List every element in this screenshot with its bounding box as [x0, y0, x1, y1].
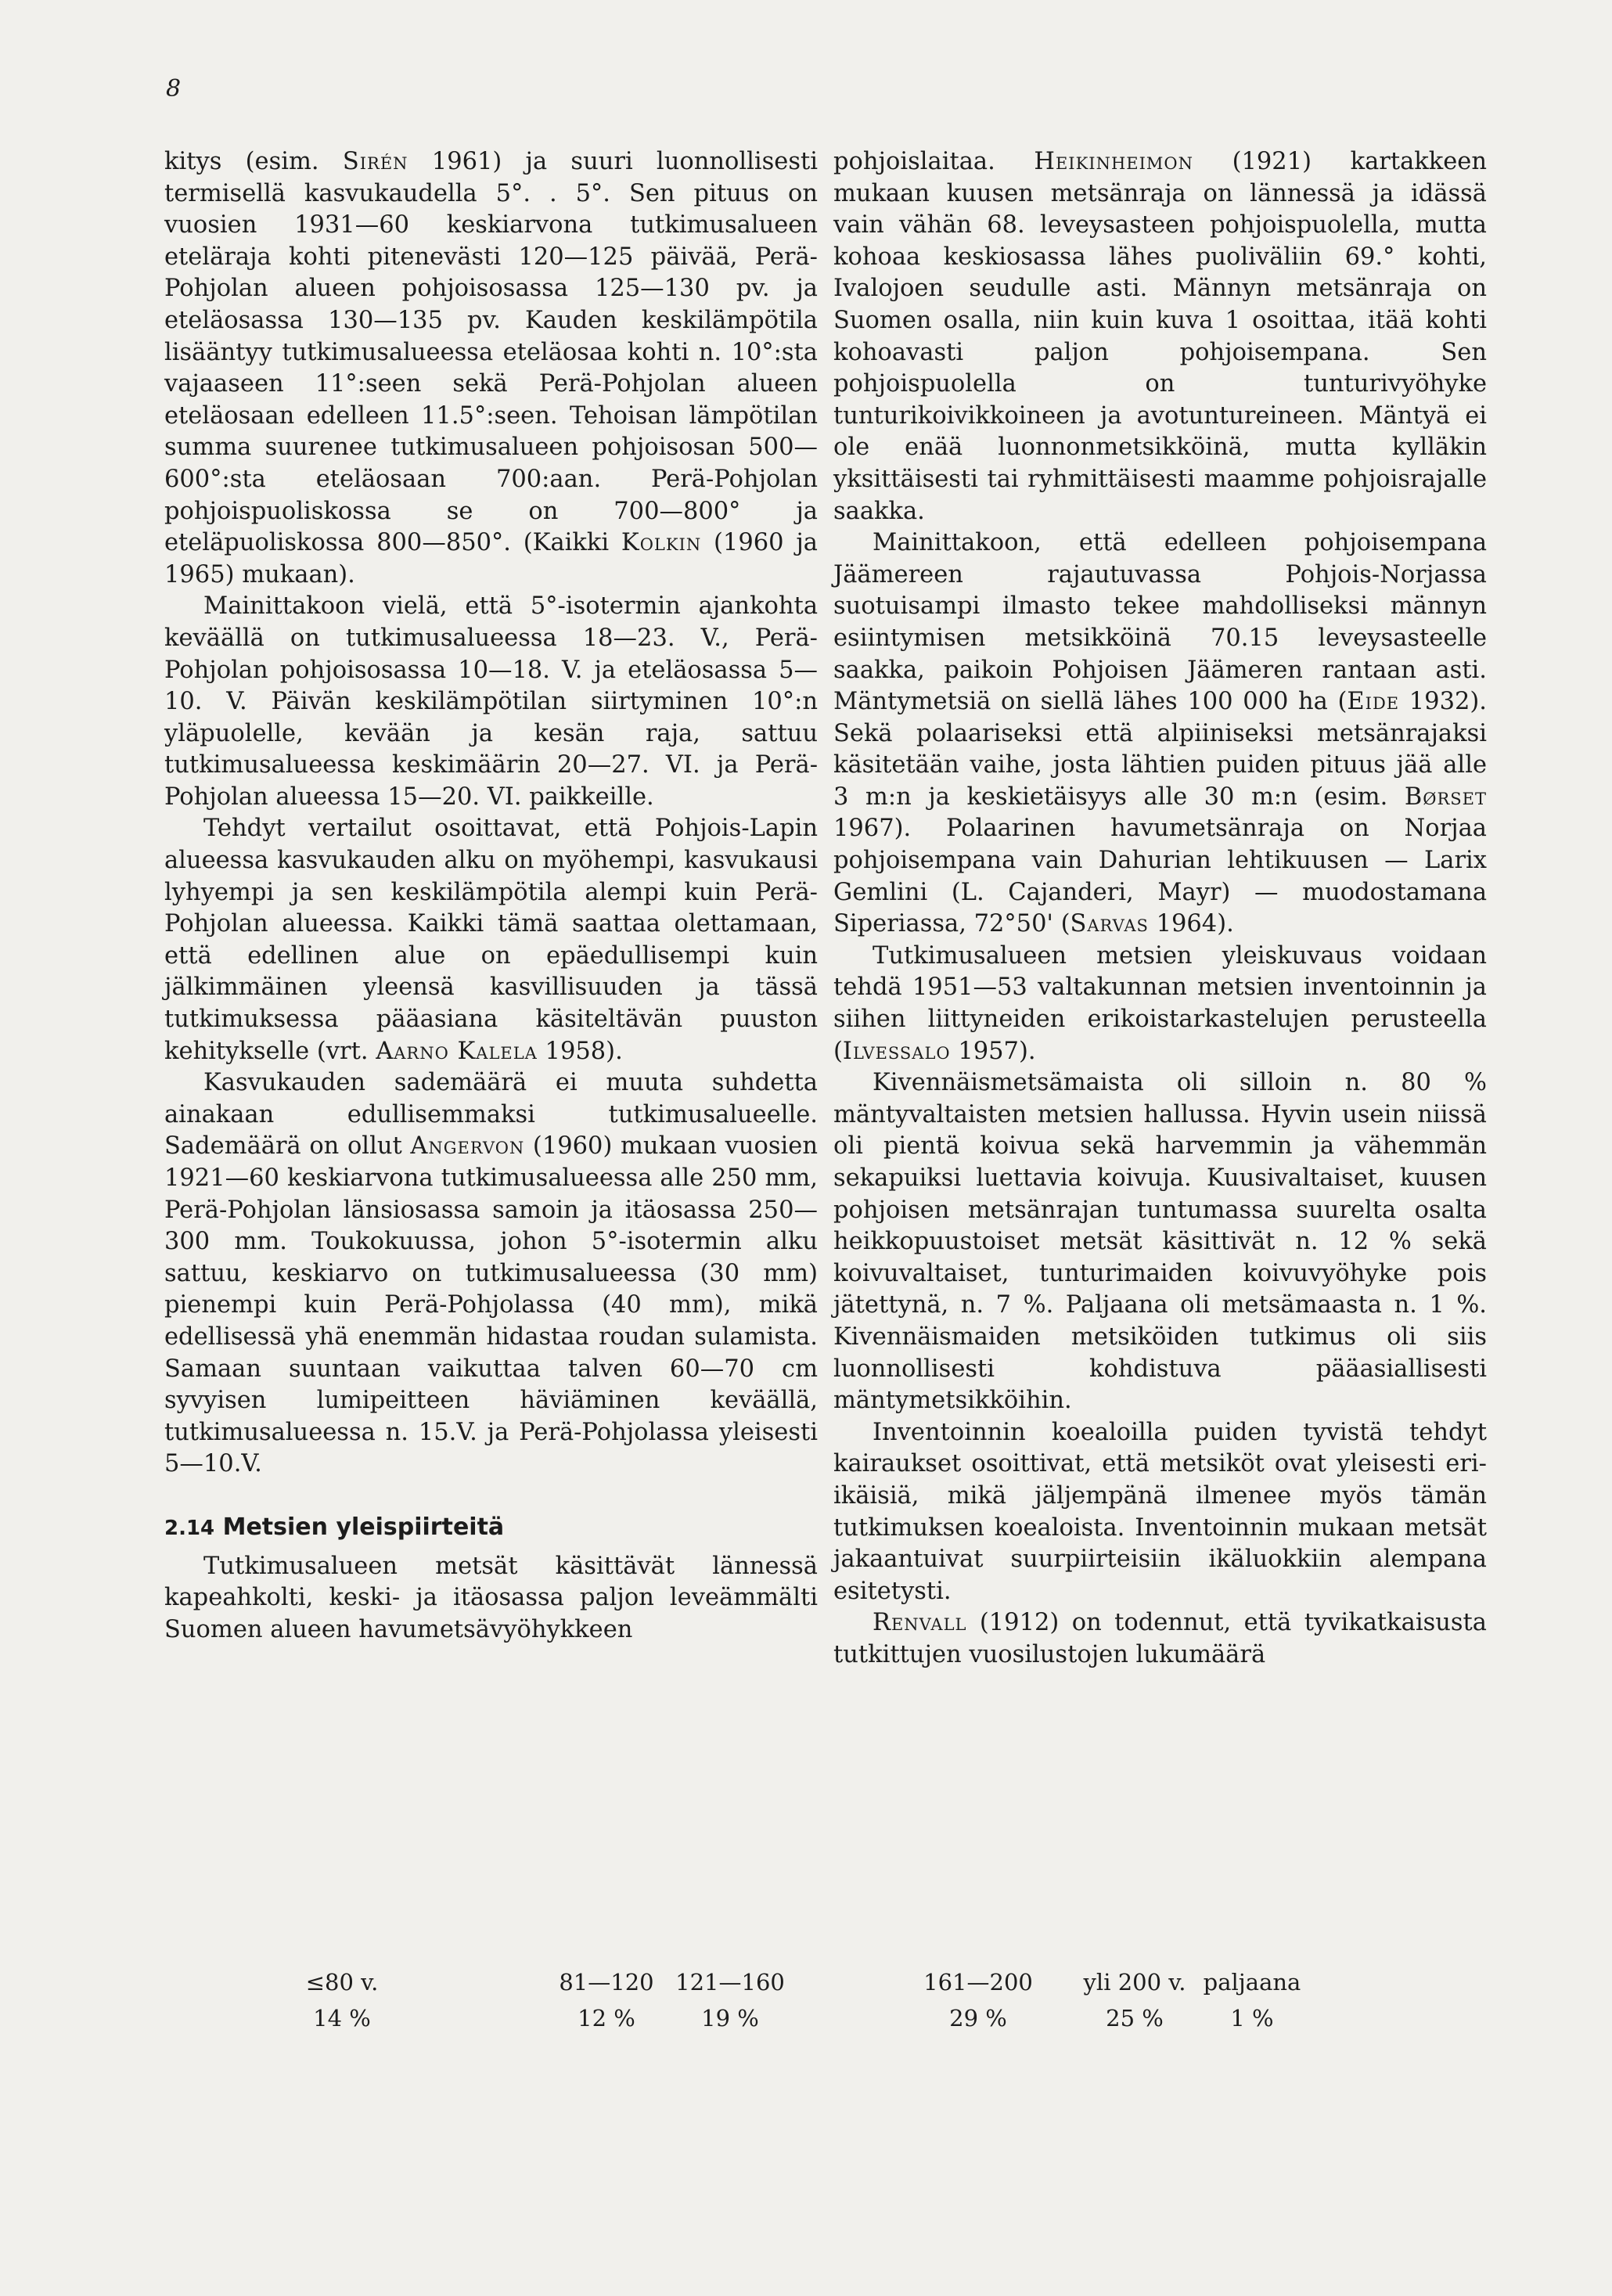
author-name: Kolkin [621, 529, 702, 557]
paragraph [164, 146, 818, 591]
age-share: 19 % [701, 2005, 759, 2031]
text-run: (1960 ja 1965) mukaan). [164, 529, 818, 588]
author-name: Aarno Kalela [376, 1037, 538, 1065]
author-name: Angervon [410, 1132, 525, 1161]
paragraph: Tutkimusalueen metsät käsittävät lännessä kapeahkolti, keski- ja itäosassa paljon leveämmälti Suomen alueen havumetsävyöhykkeen [164, 1552, 818, 1643]
author-name: Børset [1404, 783, 1487, 811]
paragraph [164, 1067, 818, 1481]
author-name: Renvall [873, 1609, 967, 1637]
section-heading [164, 1512, 818, 1545]
text-run: 1957). [950, 1037, 1036, 1065]
text-run: Mainittakoon vielä, että 5°-isotermin ajankohta keväällä on tutkimusalueessa 18—23. V., Perä-Pohjolan pohjoisosassa 10—18. V. ja eteläosassa 5—10. V. Päivän keskilämpötilan siirtyminen 10°:n yläpuolelle, kevään ja kesän raja, sattuu tutkimusalueessa keskimäärin 20—27. VI. ja Perä-Pohjolan alueessa 15—20. VI. paikkeille. [164, 592, 818, 811]
text-run: 1961) ja suuri luonnollisesti termisellä kasvukaudella 5°. . 5°. Sen pituus on vuosien 1931—60 keskiarvona tutkimusalueen eteläraja kohti pitenevästi 120—125 päivää, Perä-Pohjolan alueen pohjoisosassa 125—130 pv. ja eteläosassa 130—135 pv. Kauden keskilämpötila lisääntyy tutkimusalueessa eteläosaa kohti n. 10°:sta vajaaseen 11°:seen sekä Perä-Pohjolan alueen eteläosaan edelleen 11.5°:seen. Tehoisan lämpötilan summa suurenee tutkimusalueen pohjoisosan 500—600°:sta eteläosaan 700:aan. Perä-Pohjolan pohjoispuoliskossa se on 700—800° ja eteläpuoliskossa 800—850°. (Kaikki [164, 148, 818, 557]
text-run: 1964). [1148, 910, 1234, 938]
share-row [297, 2000, 1534, 2036]
paragraph [833, 146, 1487, 527]
age-class-row [297, 1964, 1534, 2000]
text-run: 1967). Polaarinen havumetsänraja on Norjaa pohjoisempana vain Dahurian lehtikuusen — Larix Gemlini (L. Cajanderi, Mayr) — muodostamana Siperiassa, 72°50' ( [833, 815, 1487, 938]
text-run: Inventoinnin koealoilla puiden tyvistä tehdyt kairaukset osoittivat, että metsiköt ovat yleisesti eri-ikäisiä, mikä jäljempänä ilmenee myös tämän tutkimuksen koealoista. Inventoinnin mukaan metsät jakaantuivat suurpiirteisiin ikäluokkiin alempana esitetysti. [833, 1418, 1487, 1605]
paragraph [833, 1607, 1487, 1671]
right-paragraphs [833, 146, 1487, 1672]
text-run: (1921) kartakkeen mukaan kuusen metsänraja on lännessä ja idässä vain vähän 68. leveysasteen pohjoispuolella, mutta kohoaa keskiosassa lähes puoliväliin 69.° kohti, Ivalojoen seudulle asti. Männyn metsänraja on Suomen osalla, niin kuin kuva 1 osoittaa, itää kohti kohoavasti paljon pohjoisempana. Sen pohjoispuolella on tunturivyöhyke tunturikoivikkoineen ja avotuntureineen. Mäntyä ei ole enää luonnonmetsikköinä, mutta kylläkin yksittäisesti tai ryhmittäisesti maamme pohjoisrajalle saakka. [833, 148, 1488, 525]
author-name: Sirén [342, 148, 408, 175]
text-run: 1958). [537, 1037, 623, 1065]
age-class: 81—120 [559, 1969, 654, 1996]
paragraph [164, 591, 818, 813]
text-run: Mainittakoon, että edelleen pohjoisempana Jäämereen rajautuvassa Pohjois-Norjassa suotuisampi ilmasto tekee mahdolliseksi männyn esiintymisen metsikköinä 70.15 leveysasteelle saakka, paikoin Pohjoisen Jäämeren rantaan asti. Mäntymetsiä on siellä lähes 100 000 ha ( [833, 529, 1487, 716]
text-run: Kivennäismetsämaista oli silloin n. 80 % mäntyvaltaisten metsien hallussa. Hyvin usein niissä oli pientä koivua sekä harvemmin ja vähemmän sekapuiksi luettavia koivuja. Kuusivaltaiset, kuusen pohjoisen metsänrajan tuntumassa suurelta osalta heikkopuustoiset metsät käsittivät n. 12 % sekä koivuvaltaiset, tunturimaiden koivuvyöhyke pois jätettynä, n. 7 %. Paljaana oli metsämaasta n. 1 %. Kivennäismaiden metsiköiden tutkimus oli siis luonnollisesti kohdistuva pääasiallisesti mäntymetsikköihin. [833, 1069, 1487, 1415]
text-run: Tutkimusalueen metsien yleiskuvaus voidaan tehdä 1951—53 valtakunnan metsien inventoinnin ja siihen liittyneiden erikoistarkastelujen perusteella ( [833, 941, 1487, 1065]
author-name: Ilvessalo [842, 1037, 951, 1065]
age-class: 121—160 [675, 1969, 785, 1996]
age-share: 14 % [313, 2005, 371, 2031]
age-distribution-table [297, 1964, 1534, 2036]
text-run: kitys (esim. [164, 148, 343, 175]
section-number: 2.14 [164, 1516, 215, 1540]
paragraph [164, 813, 818, 1067]
author-name: Heikinheimon [1034, 148, 1193, 175]
text-run: (1960) mukaan vuosien 1921—60 keskiarvona tutkimusalueessa alle 250 mm, Perä-Pohjolan länsiosassa samoin ja itäosassa 250—300 mm. Toukokuussa, johon 5°-isotermin alku sattuu, keskiarvo on tutkimusalueessa (30 mm) pienempi kuin Perä-Pohjolassa (40 mm), mikä edellisessä yhä enemmän hidastaa roudan sulamista. Samaan suuntaan vaikuttaa talven 60—70 cm syvyisen lumipeitteen häviäminen keväällä, tutkimusalueessa n. 15.V. ja Perä-Pohjolassa yleisesti 5—10.V. [164, 1132, 818, 1478]
paragraph [833, 941, 1487, 1067]
author-name: Eide [1347, 688, 1400, 716]
age-class: 161—200 [923, 1969, 1033, 1996]
section-title: Metsien yleispiirteitä [222, 1513, 505, 1541]
age-share: 1 % [1230, 2005, 1274, 2031]
text-run: pohjoislaitaa. [833, 148, 1034, 175]
age-class: paljaana [1203, 1969, 1301, 1996]
text-run: Tehdyt vertailut osoittavat, että Pohjois-Lapin alueessa kasvukauden alku on myöhempi, kasvukausi lyhyempi ja sen keskilämpötila alempi kuin Perä-Pohjolan alueessa. Kaikki tämä saattaa olettamaan, että edellinen alue on epäedullisempi kuin jälkimmäinen yleensä kasvillisuuden ja tässä tutkimuksessa pääasiana käsiteltävän puuston kehitykselle (vrt. [164, 815, 818, 1065]
age-share: 25 % [1106, 2005, 1164, 2031]
age-class: yli 200 v. [1083, 1969, 1186, 1996]
section-body [164, 1551, 818, 1646]
left-paragraphs [164, 146, 818, 1481]
age-share: 12 % [578, 2005, 635, 2031]
page-number: 8 [166, 75, 182, 103]
right-column [833, 146, 1487, 1672]
paragraph [833, 1067, 1487, 1417]
paragraph [833, 527, 1487, 941]
text-run: (1912) on todennut, että tyvikatkaisusta tutkittujen vuosilustojen lukumäärä [833, 1609, 1487, 1668]
text-run: 1932). Sekä polaariseksi että alpiiniseksi metsänrajaksi käsitetään vaihe, josta lähtien puiden pituus jää alle 3 m:n ja keskietäisyys alle 30 m:n (esim. [833, 688, 1487, 811]
age-class: ≤80 v. [305, 1969, 379, 1996]
age-share: 29 % [949, 2005, 1007, 2031]
left-column [164, 146, 818, 1646]
text-run: Kasvukauden sademäärä ei muuta suhdetta ainakaan edullisemmaksi tutkimusalueelle. Sademäärä on ollut [164, 1069, 818, 1161]
paragraph [833, 1417, 1487, 1608]
author-name: Sarvas [1070, 910, 1149, 938]
